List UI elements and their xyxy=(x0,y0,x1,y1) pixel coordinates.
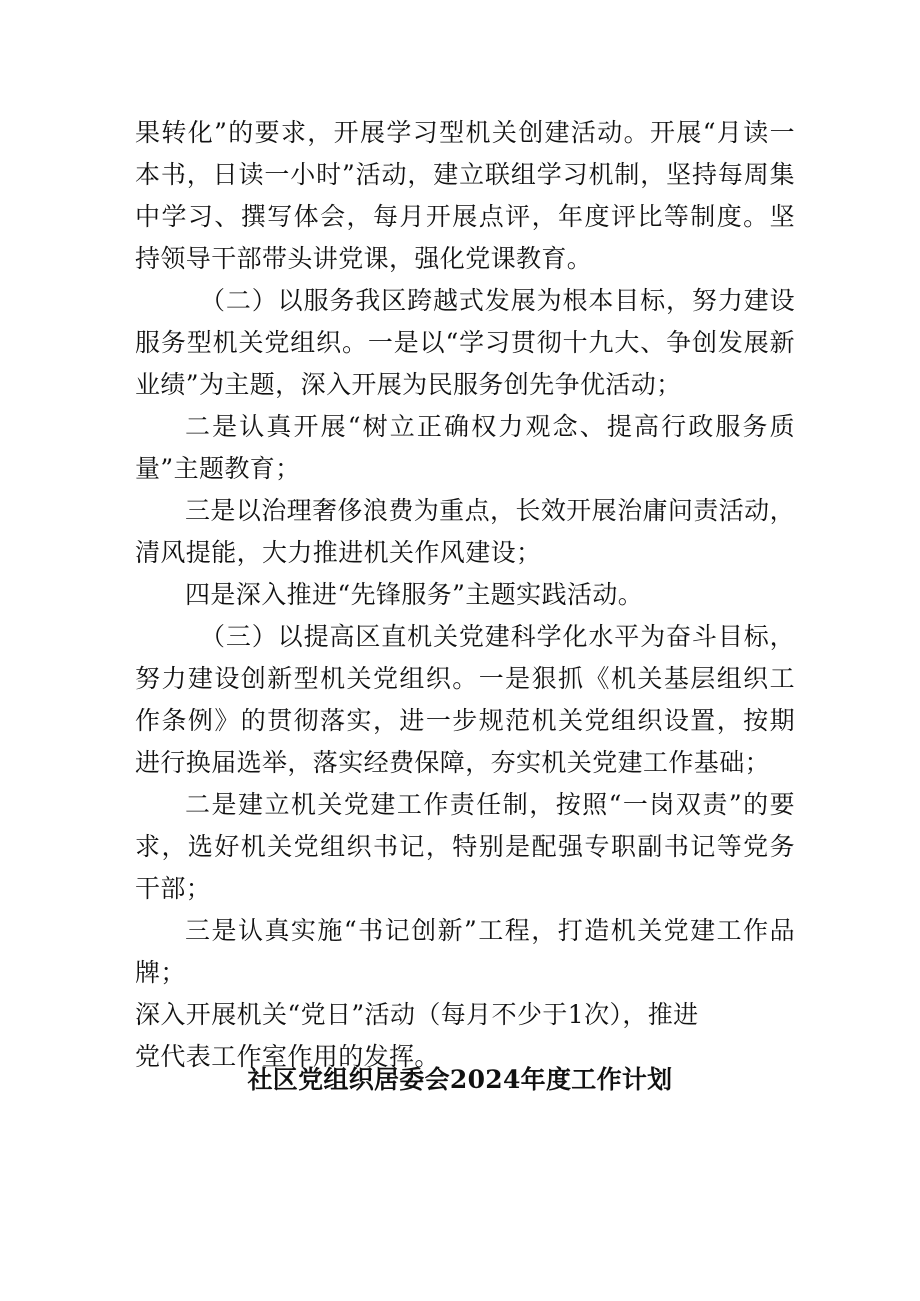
paragraph-section-three: （三）以提高区直机关党建科学化水平为奋斗目标，努力建设创新型机关党组织。一是狠抓《机关基层组织工作条例》的贯彻落实，进一步规范机关党组织设置，按期进行换届选举，落实经费保障，夯实机关党建工作基础； xyxy=(135,622,795,777)
paragraph-theme-education: 二是认真开展“树立正确权力观念、提高行政服务质量”主题教育； xyxy=(135,412,795,483)
paragraph-representative-studio: 党代表工作室作用的发挥。 xyxy=(135,1042,440,1071)
paragraph-secretary-innovation: 三是认真实施“书记创新”工程，打造机关党建工作品牌； xyxy=(135,916,795,987)
document-body xyxy=(135,112,795,1078)
paragraph-work-style: 三是以治理奢侈浪费为重点，长效开展治庸问责活动，清风提能，大力推进机关作风建设； xyxy=(135,496,795,567)
paragraph-party-day: 深入开展机关“党日”活动（每月不少于1次），推进 xyxy=(135,1000,699,1029)
paragraph-study-activities: 果转化”的要求，开展学习型机关创建活动。开展“月读一本书，日读一小时”活动，建立联组学习机制，坚持每周集中学习、撰写体会，每月开展点评，年度评比等制度。坚持领导干部带头讲党课，强化党课教育。 xyxy=(135,118,795,273)
paragraph-responsibility-system: 二是建立机关党建工作责任制，按照“一岗双责”的要求，选好机关党组织书记，特别是配强专职副书记等党务干部； xyxy=(135,790,795,903)
document-title: 社区党组织居委会2024年度工作计划 xyxy=(247,1065,673,1094)
paragraph-section-two: （二）以服务我区跨越式发展为根本目标，努力建设服务型机关党组织。一是以“学习贯彻十九大、争创发展新业绩”为主题，深入开展为民服务创先争优活动； xyxy=(135,286,795,399)
paragraph-pioneer-service: 四是深入推进“先锋服务”主题实践活动。 xyxy=(185,580,644,609)
